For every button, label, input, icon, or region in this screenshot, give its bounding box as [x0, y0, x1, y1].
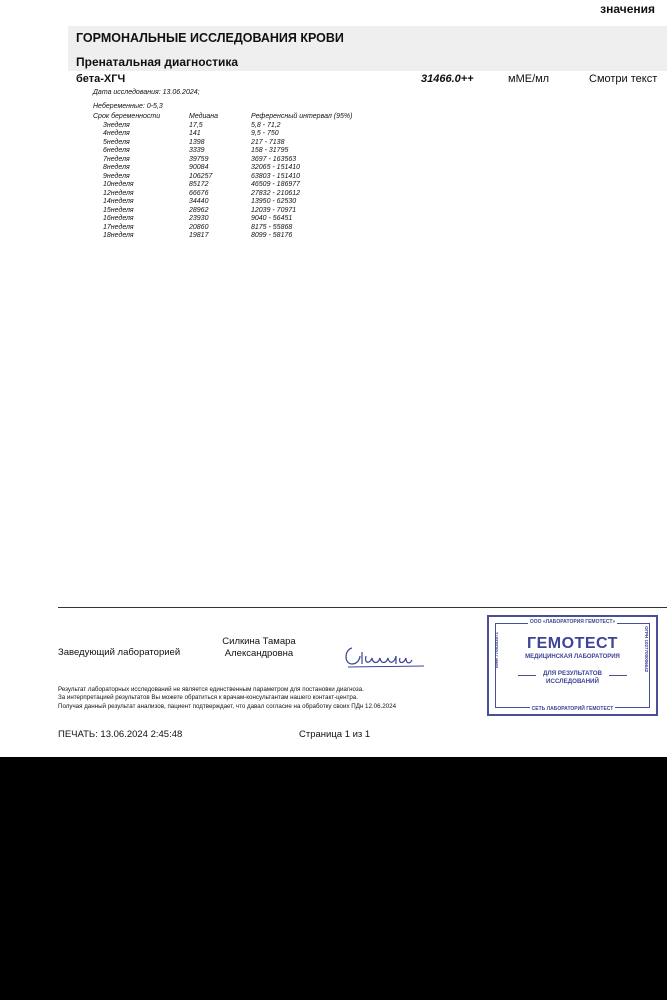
signer-role: Заведующий лабораторией: [58, 647, 181, 658]
disclaimer-line2: За интерпретацией результатов Вы можете обратиться к врачам-консультантам нашего контакт-центра.: [58, 694, 358, 702]
range-cell: 13950 - 62530: [251, 198, 297, 205]
section-title: ГОРМОНАЛЬНЫЕ ИССЛЕДОВАНИЯ КРОВИ: [76, 31, 344, 45]
median-cell: 3339: [189, 147, 205, 154]
signer-name-line1: Силкина Тамара: [222, 636, 296, 647]
test-value: 31466.0++: [421, 73, 474, 85]
median-cell: 106257: [189, 172, 213, 180]
median-cell: 19817: [189, 232, 209, 239]
median-cell: 85172: [189, 181, 209, 188]
week-cell: 12неделя: [103, 189, 134, 197]
test-unit: мМЕ/мл: [508, 73, 550, 85]
section-subtitle: Пренатальная диагностика: [76, 55, 239, 69]
header-term: Срок беременности: [93, 113, 161, 120]
disclaimer-line3: Получая данный результат анализов, пациент подтверждает, что давал согласие на обработку своих ПДн 12.06.2024: [58, 702, 397, 710]
median-cell: 39759: [189, 155, 209, 163]
week-cell: 3неделя: [103, 121, 130, 129]
study-date-note: Дата исследования: 13.06.2024;: [93, 89, 200, 96]
median-cell: 34440: [189, 198, 209, 205]
range-cell: 217 - 7138: [251, 138, 285, 146]
range-cell: 27832 - 210612: [251, 189, 301, 197]
stamp-brand: ГЕМОТЕСТ: [527, 635, 618, 652]
median-cell: 28962: [189, 206, 209, 214]
test-name: бета-ХГЧ: [76, 73, 126, 85]
week-cell: 8неделя: [103, 164, 130, 171]
week-cell: 17неделя: [103, 223, 134, 231]
week-cell: 9неделя: [103, 172, 130, 180]
stamp-subtitle: МЕДИЦИНСКАЯ ЛАБОРАТОРИЯ: [525, 654, 620, 660]
week-cell: 7неделя: [103, 155, 130, 163]
range-cell: 8175 - 55868: [251, 223, 293, 231]
stamp-ogrn: ОГРН 1027700006642: [644, 626, 649, 673]
range-cell: 158 - 31795: [251, 147, 289, 154]
non-pregnant-note: Небеременные: 0-5,3: [93, 103, 163, 110]
disclaimer: [58, 686, 396, 711]
signer-name-line2: Александровна: [224, 648, 294, 659]
week-cell: 5неделя: [103, 138, 130, 146]
stamp-bottom-text: СЕТЬ ЛАБОРАТОРИЙ ГЕМОТЕСТ: [531, 706, 614, 712]
median-cell: 66676: [189, 189, 209, 197]
cut-header-row: [200, 0, 580, 4]
stamp-top-text: ООО «ЛАБОРАТОРИЯ ГЕМОТЕСТ»: [529, 619, 616, 625]
range-cell: 12039 - 70971: [251, 206, 297, 214]
lab-stamp: [487, 615, 658, 716]
median-cell: 17,5: [189, 121, 203, 129]
week-cell: 15неделя: [103, 206, 134, 214]
range-cell: 9040 - 56451: [251, 215, 293, 222]
week-cell: 18неделя: [103, 232, 134, 239]
column-header-continued: значения: [600, 2, 655, 16]
stamp-inn: ИНН 7708383571: [494, 631, 499, 668]
week-cell: 14неделя: [103, 198, 134, 205]
test-reference: Смотри текст: [589, 73, 658, 85]
stamp-purpose-line1: ДЛЯ РЕЗУЛЬТАТОВ: [542, 670, 603, 677]
median-cell: 141: [189, 130, 201, 137]
print-timestamp: ПЕЧАТЬ: 13.06.2024 2:45:48: [58, 729, 183, 740]
range-cell: 5,8 - 71,2: [251, 121, 281, 129]
section-header: [68, 26, 667, 71]
stamp-inner-frame: [494, 619, 650, 712]
week-cell: 6неделя: [103, 147, 130, 154]
stamp-purpose-line2: ИССЛЕДОВАНИЙ: [546, 678, 599, 685]
median-cell: 23930: [189, 215, 209, 222]
median-cell: 20860: [189, 223, 209, 231]
header-median: Медиана: [189, 113, 219, 120]
signer-name: [200, 636, 318, 660]
page-number: Страница 1 из 1: [299, 729, 371, 740]
range-cell: 63803 - 151410: [251, 172, 301, 180]
signature-image: [340, 638, 430, 670]
footer-divider: [58, 607, 667, 608]
range-cell: 46509 - 186977: [251, 181, 301, 188]
median-cell: 90084: [189, 164, 209, 171]
week-cell: 10неделя: [103, 181, 134, 188]
range-cell: 3697 - 163563: [251, 155, 297, 163]
week-cell: 4неделя: [103, 130, 130, 137]
header-range: Референсный интервал (95%): [251, 113, 353, 120]
week-cell: 16неделя: [103, 215, 134, 222]
range-cell: 32065 - 151410: [251, 164, 301, 171]
stamp-purpose: [496, 670, 649, 686]
range-cell: 8099 - 58176: [251, 232, 293, 239]
disclaimer-line1: Результат лабораторных исследований не является единственным параметром для постановки диагноза.: [58, 686, 364, 693]
median-cell: 1398: [189, 138, 205, 146]
range-cell: 9,5 - 750: [251, 130, 279, 137]
